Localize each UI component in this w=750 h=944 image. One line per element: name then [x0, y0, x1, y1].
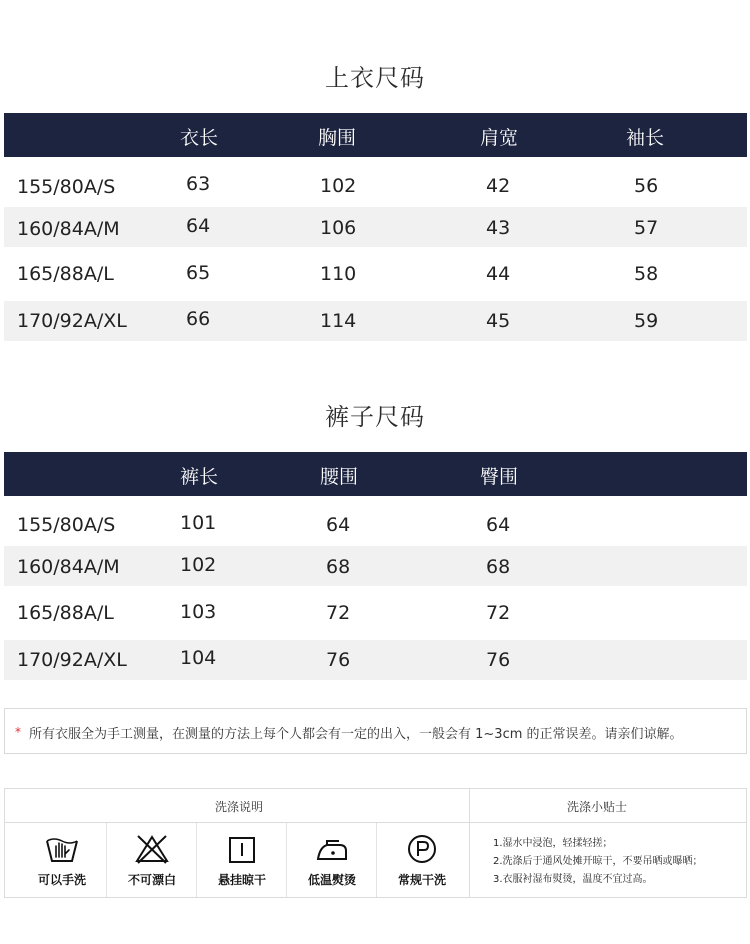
table-cell: 42 — [486, 175, 511, 197]
pants-header-length: 裤长 — [180, 466, 219, 488]
care-item-hand-wash — [17, 823, 107, 897]
care-tip: 3.衣服衬湿布熨烫，温度不宜过高。 — [493, 874, 653, 885]
hand-wash-icon — [45, 833, 79, 865]
table-cell: 72 — [326, 602, 351, 624]
table-cell: 58 — [634, 263, 659, 285]
care-item-no-bleach — [107, 823, 197, 897]
table-cell: 72 — [486, 602, 511, 624]
care-item-low-iron — [287, 823, 377, 897]
table-cell: 64 — [486, 514, 511, 536]
size-label: 165/88A/L — [17, 263, 114, 285]
size-label: 160/84A/M — [17, 218, 120, 240]
care-item-hang-dry — [197, 823, 287, 897]
table-cell: 59 — [634, 310, 659, 332]
note-marker: * — [15, 725, 21, 739]
table-cell: 76 — [326, 649, 351, 671]
size-label: 160/84A/M — [17, 556, 120, 578]
pants-header-waist: 腰围 — [320, 466, 359, 488]
pants-size-title: 裤子尺码 — [325, 403, 425, 431]
tops-header-sleeve: 袖长 — [626, 127, 665, 149]
table-row — [4, 301, 747, 341]
table-cell: 103 — [180, 601, 217, 623]
table-cell: 106 — [320, 217, 357, 239]
size-label: 165/88A/L — [17, 602, 114, 624]
tops-table-header — [4, 113, 747, 157]
table-cell: 56 — [634, 175, 659, 197]
care-tips-title: 洗涤小贴士 — [567, 800, 628, 814]
size-label: 155/80A/S — [17, 514, 116, 536]
table-cell: 110 — [320, 263, 357, 285]
care-tip: 1.湿水中浸泡，轻揉轻搓； — [493, 838, 613, 849]
table-cell: 68 — [326, 556, 351, 578]
care-tips-list — [493, 835, 703, 889]
table-cell: 76 — [486, 649, 511, 671]
care-title: 洗涤说明 — [215, 800, 264, 814]
table-row — [4, 546, 747, 586]
care-item-dry-clean — [377, 823, 467, 897]
care-instructions — [4, 788, 747, 898]
table-cell: 64 — [186, 215, 211, 237]
table-row — [4, 252, 747, 292]
pants-table-header — [4, 452, 747, 496]
table-cell: 43 — [486, 217, 511, 239]
care-tip: 2.洗涤后于通风处摊开晾干，不要吊晒或曝晒； — [493, 856, 703, 867]
table-cell: 64 — [326, 514, 351, 536]
care-label: 悬挂晾干 — [217, 873, 266, 887]
care-label: 常规干洗 — [397, 873, 446, 887]
dry-clean-icon — [405, 833, 439, 865]
table-cell: 66 — [186, 308, 211, 330]
care-label: 低温熨烫 — [307, 873, 356, 887]
tops-header-length: 衣长 — [180, 127, 219, 149]
table-row — [4, 591, 747, 631]
care-label: 不可漂白 — [127, 873, 176, 887]
pants-header-hip: 臀围 — [480, 466, 519, 488]
care-label: 可以手洗 — [37, 873, 86, 887]
no-bleach-icon — [135, 833, 169, 865]
note-text: 所有衣服全为手工测量，在测量的方法上每个人都会有一定的出入，一般会有 1~3cm 的正常误差。请亲们谅解。 — [29, 727, 683, 742]
size-label: 155/80A/S — [17, 176, 116, 198]
table-row — [4, 504, 747, 544]
low-iron-icon — [315, 833, 349, 865]
table-row — [4, 165, 747, 205]
table-cell: 102 — [320, 175, 357, 197]
table-cell: 63 — [186, 173, 211, 195]
tops-header-shoulder: 肩宽 — [480, 127, 519, 149]
table-cell: 104 — [180, 647, 217, 669]
table-cell: 45 — [486, 310, 511, 332]
hang-dry-icon — [225, 833, 259, 865]
table-cell: 68 — [486, 556, 511, 578]
measurement-note — [4, 708, 747, 754]
size-label: 170/92A/XL — [17, 310, 127, 332]
table-cell: 44 — [486, 263, 511, 285]
table-cell: 114 — [320, 310, 357, 332]
tops-size-title: 上衣尺码 — [325, 64, 425, 92]
table-cell: 65 — [186, 262, 211, 284]
table-row — [4, 207, 747, 247]
divider — [469, 789, 470, 897]
table-cell: 101 — [180, 512, 217, 534]
table-cell: 57 — [634, 217, 659, 239]
table-cell: 102 — [180, 554, 217, 576]
tops-header-chest: 胸围 — [318, 127, 357, 149]
size-label: 170/92A/XL — [17, 649, 127, 671]
table-row — [4, 640, 747, 680]
